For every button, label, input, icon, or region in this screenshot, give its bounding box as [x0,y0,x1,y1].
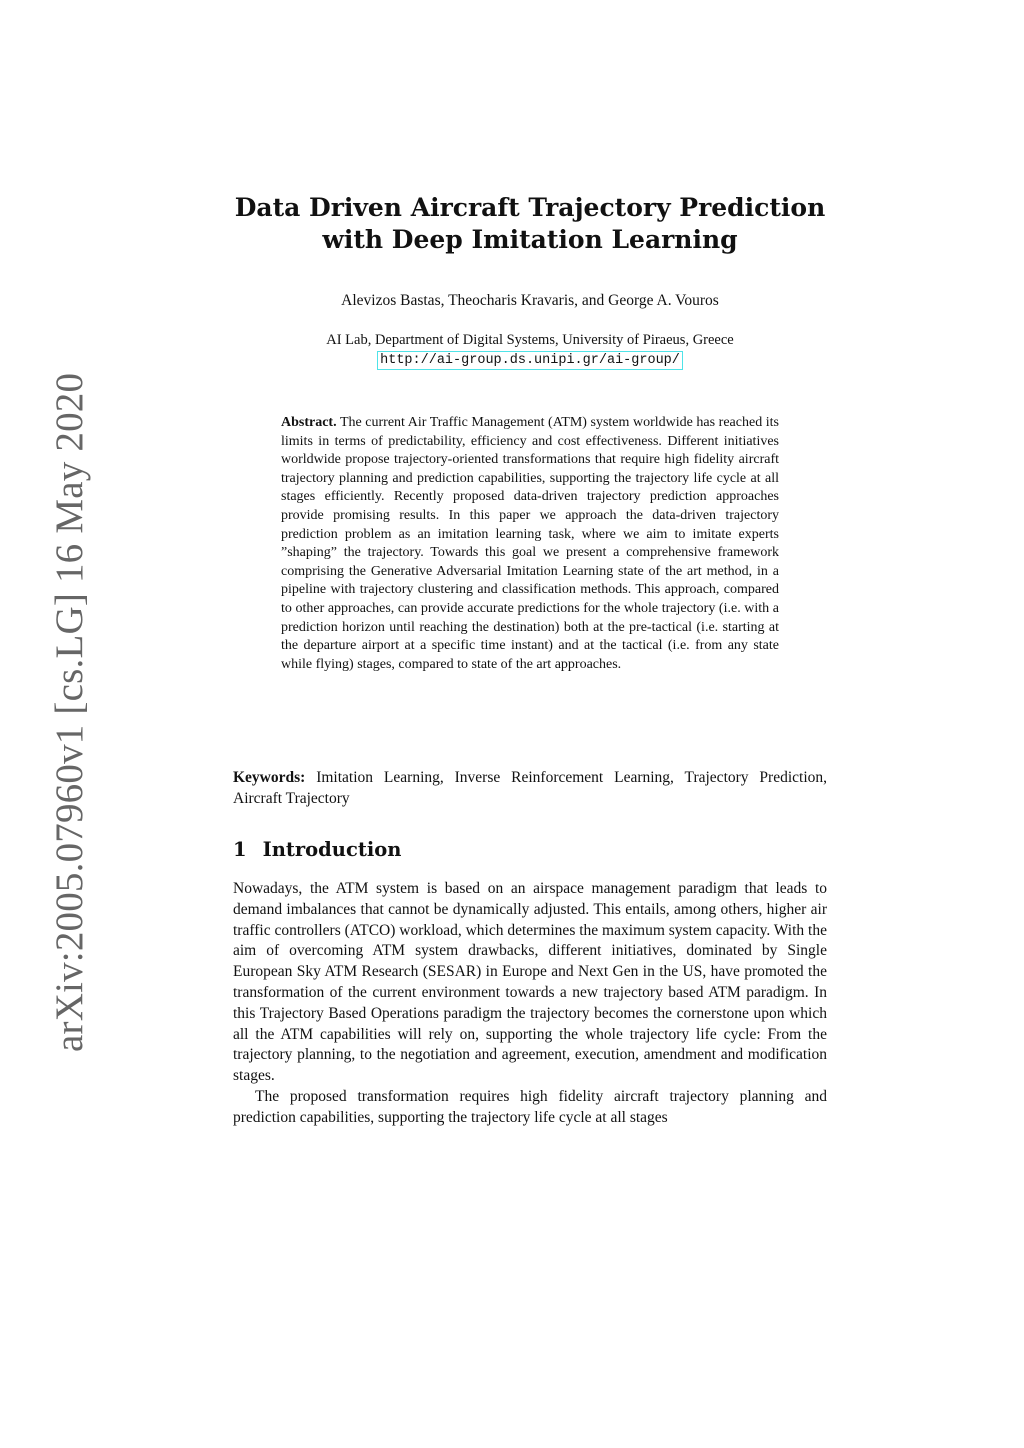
section-number: 1 [233,838,247,861]
paragraph: The proposed transformation requires high fidelity aircraft trajectory planning and prediction capabilities, supporting the trajectory life cycle at all stages [233,1087,827,1126]
author-list: Alevizos Bastas, Theocharis Kravaris, and George A. Vouros [341,292,719,309]
group-url-link[interactable]: http://ai-group.ds.unipi.gr/ai-group/ [377,351,683,370]
abstract-text: The current Air Traffic Management (ATM) system worldwide has reached its limits in terms of predictability, efficiency and cost effectiveness. Different initiatives worldwide propose trajectory-oriented transformations that require high fidelity aircraft trajectory planning and prediction capabilities, supporting the trajectory life cycle at all stages efficiently. Recently proposed data-driven trajectory prediction approaches provide promising results. In this paper we approach the data-driven trajectory prediction problem as an imitation learning task, where we aim to imitate experts ”shaping” the trajectory. Towards this goal we present a comprehensive framework comprising the Generative Adversarial Imitation Learning state of the art method, in a pipeline with trajectory clustering and classification methods. This approach, compared to other approaches, can provide accurate predictions for the whole trajectory (i.e. with a prediction horizon until reaching the destination) both at the pre-tactical (i.e. starting at the departure airport at a specific time instant) and at the tactical (i.e. from any state while flying) stages, compared to state of the art approaches. [281,415,779,672]
keywords-label: Keywords: [233,769,306,786]
introduction-body [233,879,827,1129]
paragraph: Nowadays, the ATM system is based on an airspace management paradigm that leads to demand imbalances that cannot be dynamically adjusted. This entails, among others, higher air traffic controllers (ATCO) workload, which determines the maximum system capacity. With the aim of overcoming ATM system drawbacks, different initiatives, dominated by Single European Sky ATM Research (SESAR) in Europe and Next Gen in the US, have promoted the transformation of the current environment towards a new trajectory based ATM paradigm. In this Trajectory Based Operations paradigm the trajectory becomes the cornerstone upon which all the ATM capabilities will rely on, supporting the whole trajectory life cycle: From the trajectory planning, to the negotiation and agreement, execution, amendment and modification stages. [233,880,827,1085]
keywords-text: Imitation Learning, Inverse Reinforcement Learning, Trajectory Prediction, Aircraft Trajectory [233,769,828,807]
paper-title: Data Driven Aircraft Trajectory Prediction with Deep Imitation Learning [234,193,826,254]
section-title: Introduction [262,838,402,861]
abstract-label: Abstract. [281,415,337,430]
abstract [281,414,779,674]
affiliation-block [200,331,860,370]
affiliation: AI Lab, Department of Digital Systems, University of Piraeus, Greece [326,332,734,348]
arxiv-identifier: arXiv:2005.07960v1 [cs.LG] 16 May 2020 [48,372,91,1052]
section-heading [233,838,827,861]
keywords [233,767,827,809]
